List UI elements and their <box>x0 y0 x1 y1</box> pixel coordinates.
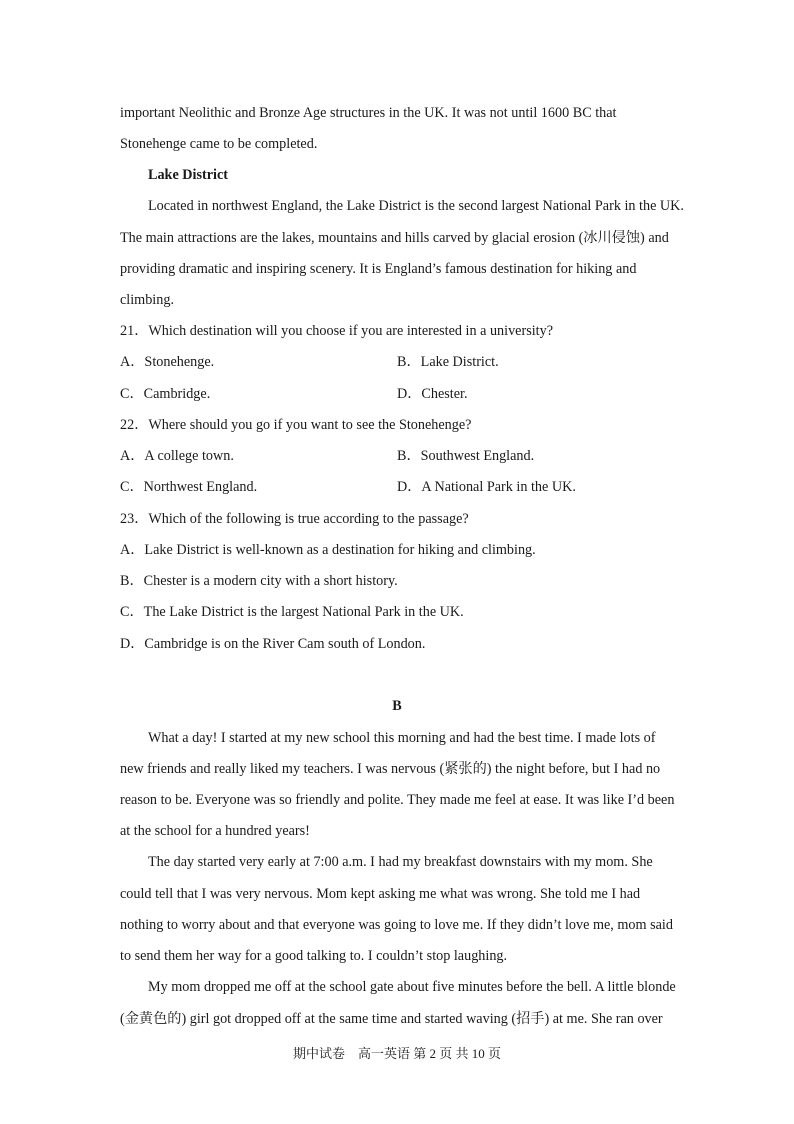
answer-option: C．Northwest England. <box>120 479 258 495</box>
answer-option: A．A college town. <box>120 448 234 464</box>
answer-option: B．Lake District. <box>397 354 499 370</box>
passage-text-line: The day started very early at 7:00 a.m. I had my breakfast downstairs with my mom. She <box>148 854 653 870</box>
answer-option: C．The Lake District is the largest National Park in the UK. <box>120 604 464 620</box>
answer-option: C．Cambridge. <box>120 386 211 402</box>
passage-text-line: Stonehenge came to be completed. <box>120 136 318 152</box>
passage-text-line: (金黄色的) girl got dropped off at the same time and started waving (招手) at me. She ran over <box>120 1011 663 1027</box>
answer-option: D．A National Park in the UK. <box>397 479 576 495</box>
passage-text-line: reason to be. Everyone was so friendly and polite. They made me feel at ease. It was like I’d been <box>120 792 675 808</box>
answer-option: B．Southwest England. <box>397 448 535 464</box>
answer-option: D．Chester. <box>397 386 468 402</box>
passage-text-line: new friends and really liked my teachers. I was nervous (紧张的) the night before, but I had no <box>120 761 661 777</box>
passage-text-line: providing dramatic and inspiring scenery. It is England’s famous destination for hiking and <box>120 261 637 277</box>
passage-text-line: could tell that I was very nervous. Mom kept asking me what was wrong. She told me I had <box>120 886 641 902</box>
passage-text-line: My mom dropped me off at the school gate about five minutes before the bell. A little blonde <box>148 979 676 995</box>
passage-text-line: The main attractions are the lakes, mountains and hills carved by glacial erosion (冰川侵蚀) and <box>120 230 669 246</box>
question-stem: 23．Which of the following is true according to the passage? <box>120 511 469 527</box>
section-heading: B <box>392 698 402 714</box>
answer-option: A．Stonehenge. <box>120 354 215 370</box>
answer-option: B．Chester is a modern city with a short history. <box>120 573 398 589</box>
question-stem: 21．Which destination will you choose if you are interested in a university? <box>120 323 554 339</box>
passage-text-line: nothing to worry about and that everyone was going to love me. If they didn’t love me, mom said <box>120 917 673 933</box>
passage-text-line: important Neolithic and Bronze Age structures in the UK. It was not until 1600 BC that <box>120 105 617 121</box>
page-footer: 期中试卷 高一英语 第 2 页 共 10 页 <box>292 1046 501 1061</box>
answer-option: A．Lake District is well-known as a destination for hiking and climbing. <box>120 542 536 558</box>
section-heading: Lake District <box>148 167 228 183</box>
passage-text-line: climbing. <box>120 292 174 308</box>
passage-text-line: at the school for a hundred years! <box>120 823 310 839</box>
passage-text-line: Located in northwest England, the Lake District is the second largest National Park in the UK. <box>148 198 684 214</box>
passage-text-line: to send them her way for a good talking to. I couldn’t stop laughing. <box>120 948 508 964</box>
passage-text-line: What a day! I started at my new school this morning and had the best time. I made lots of <box>148 730 656 746</box>
question-stem: 22．Where should you go if you want to see the Stonehenge? <box>120 417 472 433</box>
answer-option: D．Cambridge is on the River Cam south of London. <box>120 636 426 652</box>
